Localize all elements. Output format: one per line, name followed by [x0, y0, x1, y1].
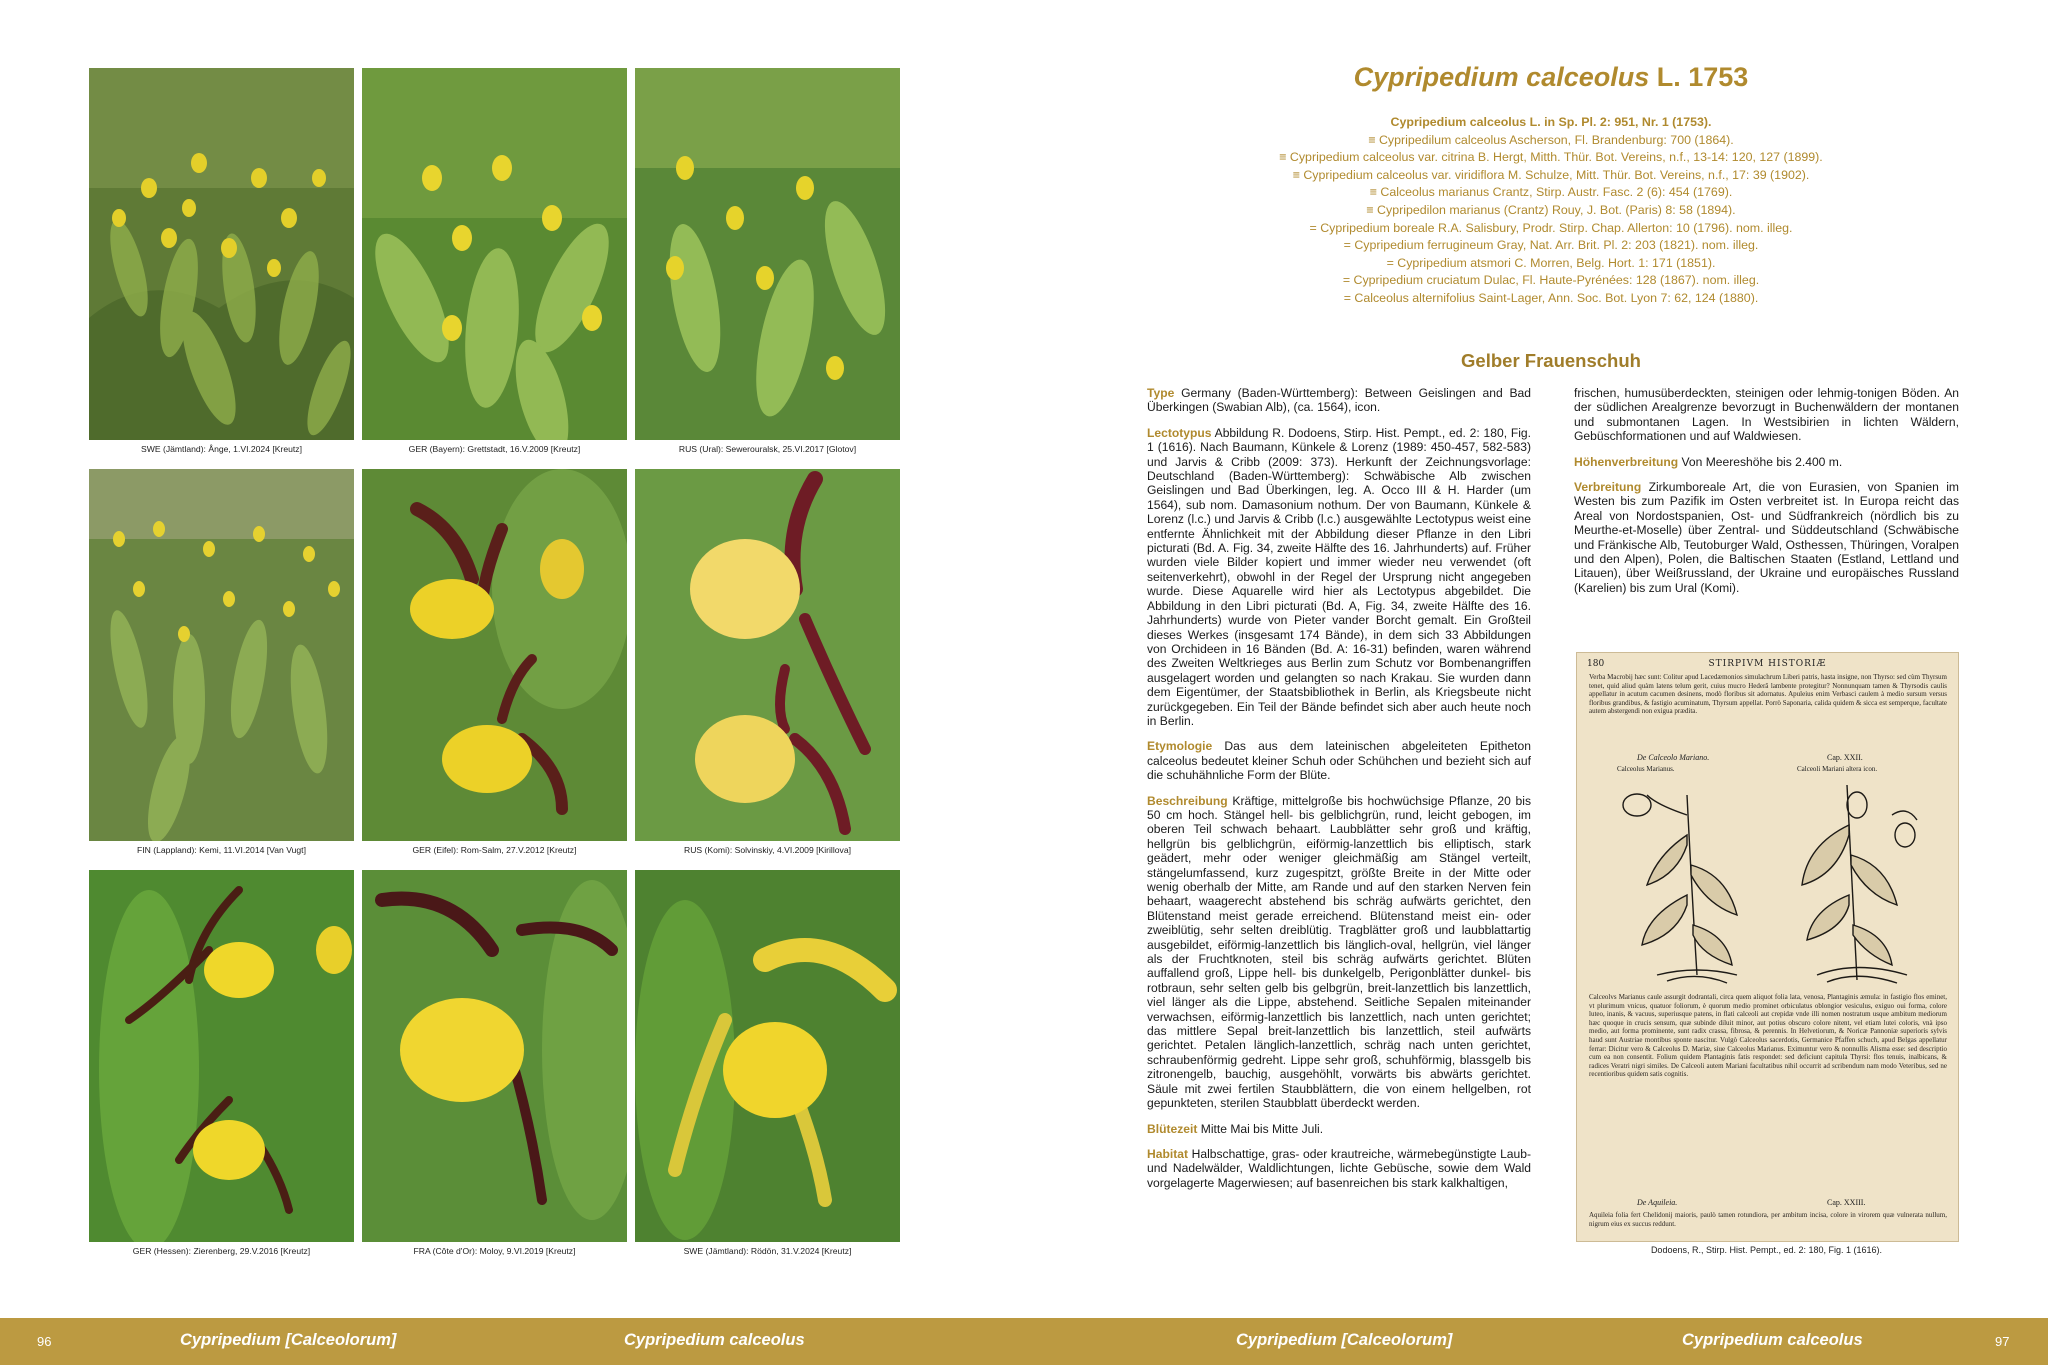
- plate-heading: De Calceolo Mariano.: [1637, 753, 1710, 762]
- footer-bar: [0, 1318, 2048, 1365]
- synonym-list: [1145, 114, 1957, 308]
- synonym-line: ≡ Calceolus marianus Crantz, Stirp. Austr. Fasc. 2 (6): 454 (1769).: [1369, 185, 1733, 200]
- orchid-photo: [362, 469, 627, 841]
- plate-chapter-2: Cap. XXIII.: [1827, 1198, 1866, 1207]
- photo-caption: FIN (Lappland): Kemi, 11.VI.2014 [Van Vugt]: [137, 845, 306, 855]
- orchid-photo: [362, 870, 627, 1242]
- plate-label-left: Calceolus Marianus.: [1617, 765, 1675, 773]
- section-lectotypus: Lectotypus Abbildung R. Dodoens, Stirp. Hist. Pempt., ed. 2: 180, Fig. 1 (1616). Nach Baumann, Künkele & Lorenz (1989: 450-457, 582-583) und Jarvis & Cribb (2009: 373). Herkunft der Zeichnungsvorlage: Deutschland (Baden-Württemberg): Schwäbische Alb zwischen Geislingen und Bad Überkingen, leg. A. Occo III & H. Harder (um 1564), sub nom. Damasonium nothum. Der von Baumann, Künkele & Lorenz (l.c.) und Jarvis & Cribb (l.c.) ausgewählte Lectotypus weist eine entfernte Ähnlichkeit mit der Abbildung dieser Pflanze in den Libri picturati (Bd. A. Fig. 34, zweite Hälfte des 16. Jahrhunderts) auf. Früher wurden viele Bilder kopiert und immer wieder neu verwendet (oft seitenverkehrt), obwohl in der Regel der Ursprung nicht angegeben wurde. Diese Aquarelle wird hier als Lectotypus abgebildet. Die Abbildung in den Libri picturati (Bd. A, Fig. 34, zweite Hälfte des 16. Jahrhunderts) wurde von Pieter vander Borcht gemalt. Ein Großteil dieses Werkes (insgesamt 174 Bände), in dem sich 33 Abbildungen von Orchideen in 16 Bänden (Bd. A: 16-31) befinden, waren während des Zweiten Weltkrieges aus Berlin zum Schutz vor Bombenangriffen ausgelagert worden und gelangten so nach Krakau. Sie wurden dann dem Eigentümer, der Staatsbibliothek in Berlin, als Kriegsbeute nicht zurückgegeben. Ein Teil der Bände befindet sich aber auch heute noch in Berlin.: [1147, 425, 1531, 728]
- plate-text-bottom: Calceolvs Marianus caule assurgit dodrantali, circa quem aliquot folia lata, venosa, Plantaginis æmula: in fastigio flos eminet, vt plurimum vnicus, quatuor foliorum, è quorum medio prominet orbiculatus oblongior vesiculus, exiguo oui forma, colore luteo, inanis, & vacuus, superiusque patens, in flati calceoli aut crepidæ vnde illi nomen nostratum usque ambitum mediorum hæc quoque in crucis sensum, quæ subinde diluit minor, aut potius obscuro colore nitent, vel etiam lutei coloris, vnà ipso medio, aut forma prominente, sunt radix crassa, fibrosa, & perennis. In Helvetiorum, & Noricæ Pannoniæ superioris sylvis haud sunt Austriae montibus sponte nascitur. Vulgò Calceolus sacerdotis, Germanice Pfaffen schuch, apud Belgas appellatur ferrar: Dicitur vero & Calceolus D. Mariæ, siue Calceolus Marianus. Eximuntur vero & nonnullis Alisma esse: sed descriptio cum ea non consentit. Folium quidem Plantaginis fatis respondet: sed deficiunt capitula Thyrsi: flos tenuis, inalbicans, & radices Veratri nigri similes. De Calceoli autem Mariani facultatibus nihil occurrit ad scribendum nam modo Veteribus, sed ne recentioribus quidem satis cognitis.: [1589, 993, 1947, 1079]
- orchid-photo: [89, 469, 354, 841]
- orchid-photo: [635, 870, 900, 1242]
- section-hoehenverbreitung: Höhenverbreitung Von Meereshöhe bis 2.400 m.: [1574, 454, 1843, 469]
- orchid-photo: [635, 68, 900, 440]
- plate-text-top: Verba Macrobij hæc sunt: Colitur apud Lacedæmonios simulachrum Liberi patris, hasta insigne, non Thyrso: sed cùm Thyrsum tenet, quid aliud quàm latens telum gerit, cuius mucro Hederâ lambente protegitur? Nonnunquam tamen & Thyrsodis caulis appellatur in acutum cacumen desinens, modò floribus sit adornatus. Apuleius enim Verbasci caulem à medio sursum versus floribus grandibus, & fastigio acuminatum, Thyrsum appellat. Porrò Saponaria, calida quidem & sicca est semperque, facultate autem abstergendi non exigua prædita.: [1589, 673, 1947, 716]
- section-etymologie: Etymologie Das aus dem lateinischen abgeleiteten Epitheton calceolus bedeutet kleiner Schuh oder Schühchen und bezieht sich auf die schuhähnliche Form der Blüte.: [1147, 739, 1531, 783]
- photo-cell: [635, 68, 900, 454]
- title-author: L. 1753: [1656, 62, 1749, 92]
- photo-caption: RUS (Komi): Solvinskiy, 4.VI.2009 [Kirillova]: [684, 845, 851, 855]
- synonym-line: ≡ Cypripedilon marianus (Crantz) Rouy, J. Bot. (Paris) 8: 58 (1894).: [1366, 202, 1736, 217]
- synonym-line: ≡ Cypripedilum calceolus Ascherson, Fl. Brandenburg: 700 (1864).: [1368, 132, 1734, 147]
- synonym-line: = Cypripedium cruciatum Dulac, Fl. Haute-Pyrénées: 128 (1867). nom. illeg.: [1342, 273, 1760, 288]
- photo-caption: SWE (Jämtland): Rödön, 31.V.2024 [Kreutz]: [683, 1246, 852, 1256]
- page-title: [1145, 62, 1957, 93]
- synonym-line: ≡ Cypripedium calceolus var. viridiflora M. Schulze, Mitt. Thür. Bot. Vereins, n.f., 17: 39 (1902).: [1292, 167, 1810, 182]
- title-species: Cypripedium calceolus: [1353, 62, 1650, 92]
- photo-caption: FRA (Côte d'Or): Moloy, 9.VI.2019 [Kreutz]: [413, 1246, 576, 1256]
- plate-woodcut-illustration: [1587, 775, 1949, 985]
- photo-cell: [89, 870, 354, 1256]
- text-column-right: [1574, 386, 1959, 606]
- running-title-left-species: Cypripedium calceolus: [624, 1331, 805, 1349]
- section-habitat-continued: frischen, humusüberdeckten, steinigen oder lehmig-tonigen Böden. An der südlichen Arealgrenze bevorzugt in Buchenwäldern der montanen und submontanen Lagen. In Westsibirien in lichten Wäldern, Gebüschformationen und auf Waldwiesen.: [1574, 386, 1959, 444]
- running-title-right-species: Cypripedium calceolus: [1682, 1331, 1863, 1349]
- plate-heading-2: De Aquileia.: [1637, 1198, 1678, 1207]
- plate-label-right: Calceoli Mariani altera icon.: [1797, 765, 1878, 773]
- section-habitat: Habitat Halbschattige, gras- oder krautreiche, wärmebegünstigte Laub- und Nadelwälder, Waldlichtungen, lichte Gebüsche, sowie dem Wald vorgelagerte Magerwiesen; auf basenreichen bis stark kalkhaltigen,: [1147, 1146, 1531, 1190]
- text-column-left: [1147, 386, 1531, 1201]
- synonym-line: = Cypripedium boreale R.A. Salisbury, Prodr. Stirp. Chap. Allerton: 10 (1796). nom. illeg.: [1309, 220, 1793, 235]
- orchid-photo: [89, 870, 354, 1242]
- orchid-photo: [362, 68, 627, 440]
- photo-caption: GER (Eifel): Rom-Salm, 27.V.2012 [Kreutz]: [412, 845, 577, 855]
- photo-cell: [362, 469, 627, 855]
- running-title-right-genus: Cypripedium [Calceolorum]: [1236, 1331, 1453, 1349]
- plate-page-number: 180: [1587, 659, 1605, 669]
- plate-text-last: Aquileia folia fert Chelidonij maioris, paulò tamen rotundiora, per ambitum incisa, colore in virorem quæ vulnerata nullum, nigrum eius ex succus reddunt.: [1589, 1211, 1947, 1228]
- orchid-photo: [635, 469, 900, 841]
- plate-chapter: Cap. XXII.: [1827, 753, 1863, 762]
- section-bluetezeit: Blütezeit Mitte Mai bis Mitte Juli.: [1147, 1121, 1324, 1136]
- photo-cell: [635, 469, 900, 855]
- section-verbreitung: Verbreitung Zirkumboreale Art, die von Eurasien, von Spanien im Westen bis zum Pazifik im Osten verbreitet ist. In Europa reicht das Areal von Nordostspanien, Ost- und Südfrankreich (nördlich bis zu Meurthe-et-Moselle) über Zentral- und Süddeutschland (Schwäbische und Fränkische Alb, Teutoburger Wald, Osthessen, Thüringen, Voralpen und den Alpen), Polen, die Baltischen Staaten (Estland, Lettland und Litauen), über Weißrussland, der Ukraine und europäisches Russland (Karelien) bis zum Ural (Komi).: [1574, 480, 1959, 595]
- synonym-line: Cypripedium calceolus L. in Sp. Pl. 2: 951, Nr. 1 (1753).: [1390, 115, 1712, 129]
- page-number-left: 96: [37, 1334, 52, 1349]
- section-beschreibung: Beschreibung Kräftige, mittelgroße bis hochwüchsige Pflanze, 20 bis 50 cm hoch. Stängel hell- bis gelblichgrün, rund, leicht gebogen, im oberen Teil schwach behaart. Laubblätter sehr groß und kräftig, hellgrün bis gelblichgrün, eiförmig-lanzettlich bis elliptisch, stark geädert, mehr oder weniger gleichmäßig am Stängel verteilt, stängelumfassend, kurz zugespitzt, größte Breite in der Mitte oder wenig oberhalb der Mitte, am Rande und auf den starken Nerven fein behaart, waagerecht abstehend bis schräg aufwärts gerichtet, den Blütenstand meist gerade erreichend. Blütenstand meist ein- oder zweiblütig, sehr selten dreiblütig. Tragblätter groß und laubblattartig ausgebildet, eiförmig-lanzettlich bis länglich-oval, hellgrün, viel länger als der Fruchtknoten, steil bis schräg aufwärts gerichtet. Blüten auffallend groß, Lippe hell- bis dunkelgelb, Perigonblätter dunkel- bis rotbraun, sehr selten gelb bis gelbgrün, breit-lanzettlich bis lanzettlich, viel länger als die Lippe, abstehend. Seitliche Sepalen miteinander verwachsen, eiförmig-lanzettlich bis lanzettlich, nach unten gerichtet; das mittlere Sepal breit-lanzettlich bis lanzettlich, steil aufwärts gerichtet. Petalen länglich-lanzettlich, schräg nach unten gerichtet, schraubenförmig gedreht. Lippe sehr groß, schuhförmig, blassgelb bis zitronengelb, bauchig, ausgehöhlt, vorwärts bis abwärts gerichtet. Säule mit zwei fertilen Staubblättern, die von einem hellgelben, rot gepunkteten, sterilen Staubblatt überdeckt werden.: [1147, 793, 1531, 1111]
- photo-cell: [635, 870, 900, 1256]
- photo-cell: [362, 68, 627, 454]
- photo-caption: SWE (Jämtland): Ånge, 1.VI.2024 [Kreutz]: [141, 444, 302, 454]
- page-number-right: 97: [1995, 1334, 2010, 1349]
- synonym-line: = Calceolus alternifolius Saint-Lager, Ann. Soc. Bot. Lyon 7: 62, 124 (1880).: [1343, 290, 1759, 305]
- plate-caption: Dodoens, R., Stirp. Hist. Pempt., ed. 2: 180, Fig. 1 (1616).: [1650, 1245, 1883, 1255]
- photo-cell: [89, 68, 354, 454]
- section-type: Type Germany (Baden-Württemberg): Between Geislingen and Bad Überkingen (Swabian Alb), (ca. 1564), icon.: [1147, 386, 1531, 415]
- photo-caption: RUS (Ural): Sewerouralsk, 25.VI.2017 [Glotov]: [678, 444, 857, 454]
- synonym-line: = Cypripedium atsmori C. Morren, Belg. Hort. 1: 171 (1851).: [1386, 255, 1716, 270]
- photo-cell: [362, 870, 627, 1256]
- plate-running-header: STIRPIVM HISTORIÆ: [1708, 659, 1827, 669]
- photo-caption: GER (Hessen): Zierenberg, 29.V.2016 [Kreutz]: [132, 1246, 311, 1256]
- historic-plate: [1576, 652, 1959, 1242]
- photo-cell: [89, 469, 354, 855]
- photo-caption: GER (Bayern): Grettstadt, 16.V.2009 [Kreutz]: [408, 444, 581, 454]
- common-name-heading: Gelber Frauenschuh: [1461, 350, 1641, 371]
- orchid-photo: [89, 68, 354, 440]
- running-title-left-genus: Cypripedium [Calceolorum]: [180, 1331, 397, 1349]
- synonym-line: ≡ Cypripedium calceolus var. citrina B. Hergt, Mitth. Thür. Bot. Vereins, n.f., 13-14: 120, 127 (1899).: [1279, 150, 1823, 165]
- synonym-line: = Cypripedium ferrugineum Gray, Nat. Arr. Brit. Pl. 2: 203 (1821). nom. illeg.: [1343, 238, 1759, 253]
